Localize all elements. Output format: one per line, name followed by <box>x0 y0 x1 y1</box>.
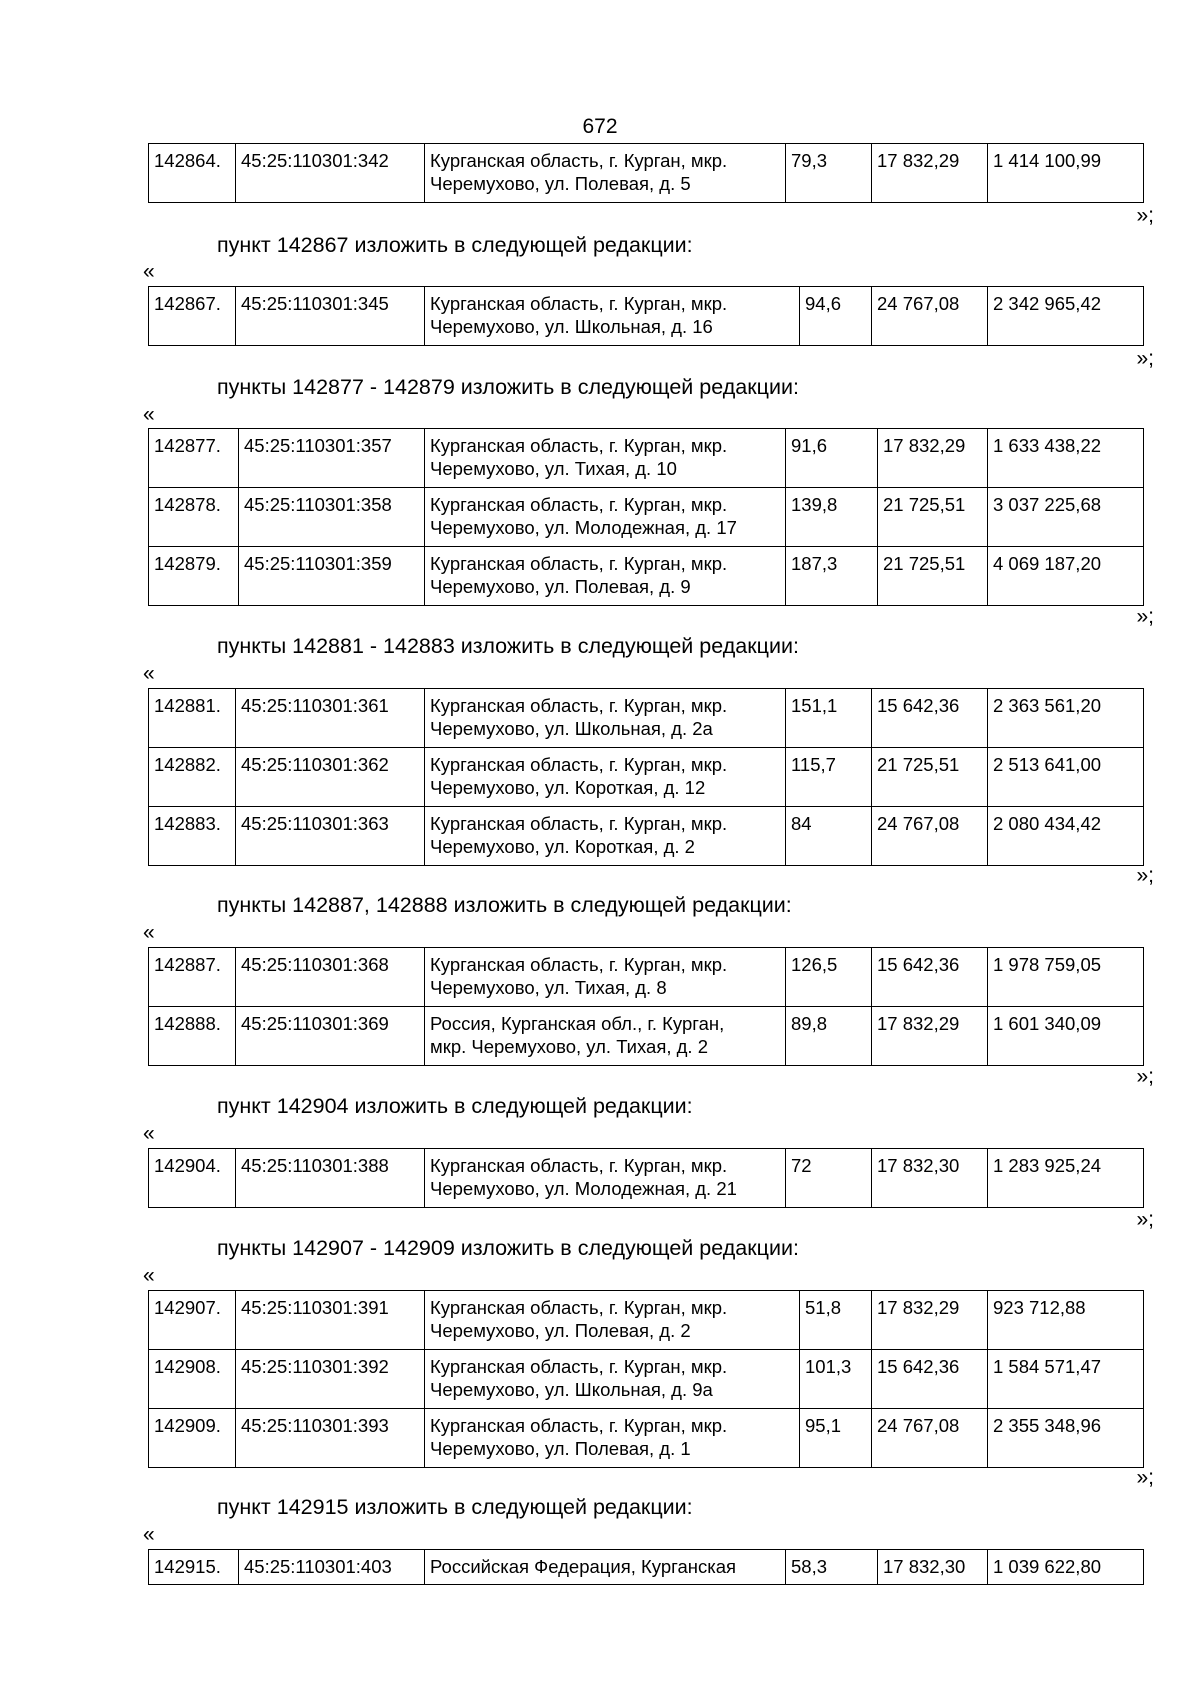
price-value: 17 832,29 <box>878 429 988 488</box>
opening-quote: « <box>143 921 155 944</box>
item-number: 142881. <box>149 689 236 748</box>
item-number: 142907. <box>149 1291 236 1350</box>
table-row <box>149 488 1144 547</box>
opening-quote: « <box>143 260 155 283</box>
item-number: 142879. <box>149 547 239 606</box>
address-cell <box>425 1149 786 1208</box>
total-value: 1 039 622,80 <box>988 1550 1144 1585</box>
entries-table <box>148 428 1144 606</box>
amendment-intro: пункты 142881 - 142883 изложить в следующей редакции: <box>217 634 799 658</box>
item-number: 142915. <box>149 1550 239 1585</box>
total-value: 1 978 759,05 <box>988 948 1144 1007</box>
address-line: Курганская область, г. Курган, мкр. <box>430 1155 728 1176</box>
opening-quote: « <box>143 1122 155 1145</box>
address-line: Черемухово, ул. Полевая, д. 1 <box>430 1438 691 1459</box>
address-cell <box>425 1291 800 1350</box>
address-line: Курганская область, г. Курган, мкр. <box>430 1356 728 1377</box>
address-line: Черемухово, ул. Школьная, д. 2а <box>430 718 713 739</box>
table-row <box>149 1350 1144 1409</box>
total-value: 1 283 925,24 <box>988 1149 1144 1208</box>
total-value: 1 584 571,47 <box>988 1350 1144 1409</box>
price-value: 15 642,36 <box>872 948 988 1007</box>
address-line: Курганская область, г. Курган, мкр. <box>430 150 728 171</box>
address-line: Черемухово, ул. Полевая, д. 9 <box>430 576 691 597</box>
address-line: Черемухово, ул. Полевая, д. 5 <box>430 173 691 194</box>
total-value: 4 069 187,20 <box>988 547 1144 606</box>
opening-quote: « <box>143 403 155 426</box>
address-cell <box>425 748 786 807</box>
total-value: 923 712,88 <box>988 1291 1144 1350</box>
address-cell <box>425 807 786 866</box>
address-line: Курганская область, г. Курган, мкр. <box>430 293 728 314</box>
item-number: 142887. <box>149 948 236 1007</box>
item-number: 142882. <box>149 748 236 807</box>
item-number: 142867. <box>149 287 236 346</box>
closing-quote: »; <box>1136 1208 1154 1231</box>
price-value: 24 767,08 <box>872 287 988 346</box>
price-value: 17 832,30 <box>878 1550 988 1585</box>
address-line: Россия, Курганская обл., г. Курган, <box>430 1013 725 1034</box>
area-value: 151,1 <box>786 689 872 748</box>
area-value: 51,8 <box>800 1291 872 1350</box>
opening-quote: « <box>143 662 155 685</box>
table-row <box>149 807 1144 866</box>
cadastral-number: 45:25:110301:358 <box>239 488 425 547</box>
address-cell <box>425 1550 786 1585</box>
item-number: 142877. <box>149 429 239 488</box>
price-value: 17 832,30 <box>872 1149 988 1208</box>
amendment-intro: пункты 142877 - 142879 изложить в следующей редакции: <box>217 375 799 399</box>
total-value: 2 342 965,42 <box>988 287 1144 346</box>
item-number: 142904. <box>149 1149 236 1208</box>
item-number: 142888. <box>149 1007 236 1066</box>
price-value: 21 725,51 <box>872 748 988 807</box>
table-row <box>149 1007 1144 1066</box>
address-line: Черемухово, ул. Короткая, д. 12 <box>430 777 706 798</box>
area-value: 94,6 <box>800 287 872 346</box>
cadastral-number: 45:25:110301:369 <box>236 1007 425 1066</box>
address-line: Черемухово, ул. Школьная, д. 16 <box>430 316 713 337</box>
table-row <box>149 1291 1144 1350</box>
opening-quote: « <box>143 1523 155 1546</box>
table-row <box>149 287 1144 346</box>
item-number: 142908. <box>149 1350 236 1409</box>
total-value: 2 513 641,00 <box>988 748 1144 807</box>
price-value: 24 767,08 <box>872 1409 988 1468</box>
cadastral-number: 45:25:110301:368 <box>236 948 425 1007</box>
entries-table <box>148 1549 1144 1585</box>
price-value: 15 642,36 <box>872 1350 988 1409</box>
entries-table <box>148 286 1144 346</box>
page-number: 672 <box>582 115 618 138</box>
area-value: 91,6 <box>786 429 878 488</box>
address-line: Курганская область, г. Курган, мкр. <box>430 813 728 834</box>
address-line: Курганская область, г. Курган, мкр. <box>430 1297 728 1318</box>
total-value: 1 601 340,09 <box>988 1007 1144 1066</box>
area-value: 58,3 <box>786 1550 878 1585</box>
address-cell <box>425 948 786 1007</box>
total-value: 3 037 225,68 <box>988 488 1144 547</box>
entries-table <box>148 143 1144 203</box>
price-value: 17 832,29 <box>872 144 988 203</box>
closing-quote: »; <box>1136 1466 1154 1489</box>
area-value: 72 <box>786 1149 872 1208</box>
entries-table <box>148 1148 1144 1208</box>
area-value: 139,8 <box>786 488 878 547</box>
price-value: 17 832,29 <box>872 1291 988 1350</box>
total-value: 1 414 100,99 <box>988 144 1144 203</box>
address-line: Курганская область, г. Курган, мкр. <box>430 1415 728 1436</box>
cadastral-number: 45:25:110301:357 <box>239 429 425 488</box>
address-cell <box>425 144 786 203</box>
area-value: 89,8 <box>786 1007 872 1066</box>
address-cell <box>425 488 786 547</box>
amendment-intro: пункт 142904 изложить в следующей редакции: <box>217 1094 693 1118</box>
item-number: 142878. <box>149 488 239 547</box>
cadastral-number: 45:25:110301:359 <box>239 547 425 606</box>
address-cell <box>425 1350 800 1409</box>
table-row <box>149 429 1144 488</box>
address-line: Черемухово, ул. Школьная, д. 9а <box>430 1379 713 1400</box>
item-number: 142864. <box>149 144 236 203</box>
closing-quote: »; <box>1136 864 1154 887</box>
address-cell <box>425 1007 786 1066</box>
cadastral-number: 45:25:110301:388 <box>236 1149 425 1208</box>
address-cell <box>425 1409 800 1468</box>
address-cell <box>425 287 800 346</box>
total-value: 2 363 561,20 <box>988 689 1144 748</box>
cadastral-number: 45:25:110301:342 <box>236 144 425 203</box>
closing-quote: »; <box>1136 204 1154 227</box>
address-line: мкр. Черемухово, ул. Тихая, д. 2 <box>430 1036 709 1057</box>
table-row <box>149 948 1144 1007</box>
address-line: Курганская область, г. Курган, мкр. <box>430 695 728 716</box>
item-number: 142883. <box>149 807 236 866</box>
price-value: 21 725,51 <box>878 547 988 606</box>
amendment-intro: пункты 142907 - 142909 изложить в следующей редакции: <box>217 1236 799 1260</box>
address-line: Курганская область, г. Курган, мкр. <box>430 435 728 456</box>
cadastral-number: 45:25:110301:363 <box>236 807 425 866</box>
area-value: 84 <box>786 807 872 866</box>
total-value: 2 080 434,42 <box>988 807 1144 866</box>
address-line: Черемухово, ул. Тихая, д. 8 <box>430 977 667 998</box>
table-row <box>149 748 1144 807</box>
amendment-intro: пункт 142867 изложить в следующей редакции: <box>217 233 693 257</box>
table-row <box>149 1409 1144 1468</box>
entries-table <box>148 947 1144 1066</box>
price-value: 17 832,29 <box>872 1007 988 1066</box>
address-line: Черемухово, ул. Молодежная, д. 17 <box>430 517 737 538</box>
address-line: Черемухово, ул. Короткая, д. 2 <box>430 836 695 857</box>
table-row <box>149 144 1144 203</box>
address-line: Курганская область, г. Курган, мкр. <box>430 553 728 574</box>
cadastral-number: 45:25:110301:362 <box>236 748 425 807</box>
area-value: 79,3 <box>786 144 872 203</box>
price-value: 21 725,51 <box>878 488 988 547</box>
area-value: 101,3 <box>800 1350 872 1409</box>
area-value: 126,5 <box>786 948 872 1007</box>
address-line: Курганская область, г. Курган, мкр. <box>430 954 728 975</box>
amendment-intro: пункт 142915 изложить в следующей редакции: <box>217 1495 693 1519</box>
address-line: Черемухово, ул. Тихая, д. 10 <box>430 458 677 479</box>
table-row <box>149 689 1144 748</box>
area-value: 95,1 <box>800 1409 872 1468</box>
address-line: Черемухово, ул. Молодежная, д. 21 <box>430 1178 737 1199</box>
cadastral-number: 45:25:110301:391 <box>236 1291 425 1350</box>
cadastral-number: 45:25:110301:345 <box>236 287 425 346</box>
address-line: Курганская область, г. Курган, мкр. <box>430 754 728 775</box>
address-cell <box>425 689 786 748</box>
item-number: 142909. <box>149 1409 236 1468</box>
closing-quote: »; <box>1136 1065 1154 1088</box>
table-row <box>149 547 1144 606</box>
address-cell <box>425 429 786 488</box>
table-row <box>149 1550 1144 1585</box>
cadastral-number: 45:25:110301:403 <box>239 1550 425 1585</box>
amendment-intro: пункты 142887, 142888 изложить в следующей редакции: <box>217 893 792 917</box>
address-cell <box>425 547 786 606</box>
table-row <box>149 1149 1144 1208</box>
price-value: 15 642,36 <box>872 689 988 748</box>
cadastral-number: 45:25:110301:393 <box>236 1409 425 1468</box>
area-value: 115,7 <box>786 748 872 807</box>
opening-quote: « <box>143 1264 155 1287</box>
closing-quote: »; <box>1136 605 1154 628</box>
area-value: 187,3 <box>786 547 878 606</box>
price-value: 24 767,08 <box>872 807 988 866</box>
entries-table <box>148 688 1144 866</box>
total-value: 1 633 438,22 <box>988 429 1144 488</box>
address-line: Курганская область, г. Курган, мкр. <box>430 494 728 515</box>
cadastral-number: 45:25:110301:361 <box>236 689 425 748</box>
address-line: Черемухово, ул. Полевая, д. 2 <box>430 1320 691 1341</box>
total-value: 2 355 348,96 <box>988 1409 1144 1468</box>
cadastral-number: 45:25:110301:392 <box>236 1350 425 1409</box>
closing-quote: »; <box>1136 347 1154 370</box>
address-line: Российская Федерация, Курганская <box>430 1556 737 1577</box>
entries-table <box>148 1290 1144 1468</box>
